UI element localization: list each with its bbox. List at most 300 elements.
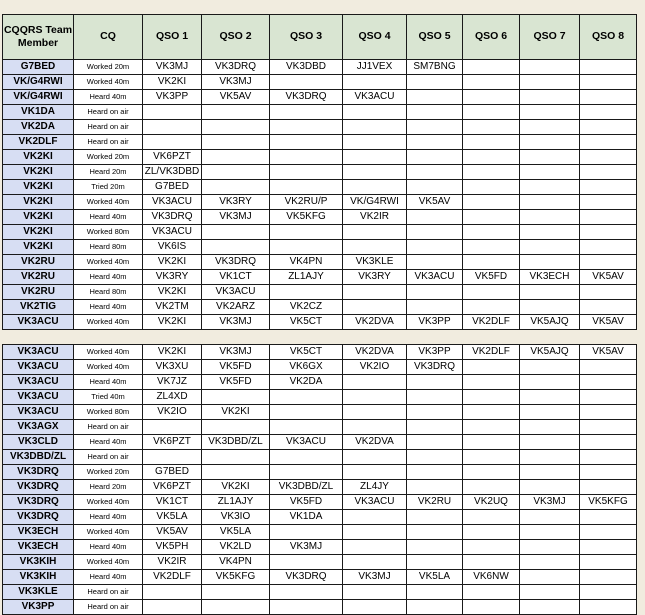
member-cell: VK2KI (3, 165, 74, 180)
qso-cell (580, 150, 637, 165)
qso-cell (520, 465, 580, 480)
qso-cell (407, 525, 463, 540)
qso-cell (407, 210, 463, 225)
qso-cell: VK3PP (407, 345, 463, 360)
qso-cell (143, 450, 202, 465)
qso-cell: VK5LA (202, 525, 270, 540)
qso-cell: VK3IO (202, 510, 270, 525)
qso-cell (580, 120, 637, 135)
qso-cell (520, 450, 580, 465)
cq-cell: Worked 40m (74, 495, 143, 510)
qso-cell: VK5LA (407, 570, 463, 585)
qso-cell (343, 420, 407, 435)
qso-cell (270, 525, 343, 540)
qso-cell (343, 105, 407, 120)
table-row (3, 420, 637, 435)
qso-cell (202, 600, 270, 615)
qso-cell (270, 390, 343, 405)
qso-cell (463, 105, 520, 120)
qso-cell: VK1CT (202, 270, 270, 285)
qso-cell (202, 420, 270, 435)
qso-cell: VK5KFG (202, 570, 270, 585)
qso-cell (343, 540, 407, 555)
header-row (3, 15, 637, 60)
qso-cell: VK5FD (202, 375, 270, 390)
member-cell: VK2RU (3, 270, 74, 285)
qso-cell (520, 195, 580, 210)
qso-cell (202, 135, 270, 150)
qso-cell (580, 525, 637, 540)
member-cell: VK2KI (3, 150, 74, 165)
qso-cell: VK2IO (343, 360, 407, 375)
qso-cell (520, 60, 580, 75)
qso-cell: VK5LA (143, 510, 202, 525)
qso-cell (270, 405, 343, 420)
qso-cell (463, 75, 520, 90)
qso-cell (343, 300, 407, 315)
cq-cell: Heard 20m (74, 480, 143, 495)
cq-cell: Worked 40m (74, 525, 143, 540)
cq-cell: Heard 40m (74, 540, 143, 555)
qso-cell (407, 165, 463, 180)
table-row (3, 210, 637, 225)
qso-cell: VK3RY (202, 195, 270, 210)
qso-cell (407, 510, 463, 525)
member-cell: VK/G4RWI (3, 90, 74, 105)
table-row (3, 120, 637, 135)
qso-cell (270, 135, 343, 150)
qso-cell (580, 60, 637, 75)
qso-cell (343, 375, 407, 390)
qso-cell (407, 585, 463, 600)
qso-cell (463, 195, 520, 210)
member-cell: VK3ECH (3, 540, 74, 555)
qso-cell: VK5FD (270, 495, 343, 510)
qso-cell: VK3PP (407, 315, 463, 330)
qso-cell (520, 435, 580, 450)
qso-cell: VK6GX (270, 360, 343, 375)
qso-cell: VK4PN (202, 555, 270, 570)
qso-cell: VK2TM (143, 300, 202, 315)
cq-cell: Worked 40m (74, 315, 143, 330)
qso-cell: VK3ACU (407, 270, 463, 285)
table-row (3, 570, 637, 585)
qso-cell (463, 360, 520, 375)
qso-cell: VK3KLE (343, 255, 407, 270)
cq-cell: Worked 80m (74, 225, 143, 240)
table-row (3, 525, 637, 540)
qso-cell (407, 435, 463, 450)
qso-cell: VK5PH (143, 540, 202, 555)
qso-cell (202, 240, 270, 255)
qso-cell (580, 465, 637, 480)
qso-cell: VK3RY (343, 270, 407, 285)
qso-cell: VK4PN (270, 255, 343, 270)
qso-cell (270, 585, 343, 600)
qso-cell (407, 600, 463, 615)
qso-cell (270, 420, 343, 435)
qso-cell: VK3DRQ (202, 60, 270, 75)
qso-cell: VK6PZT (143, 435, 202, 450)
member-cell: VK2DLF (3, 135, 74, 150)
qso-cell (407, 420, 463, 435)
qso-cell: VK7JZ (143, 375, 202, 390)
qso-cell (580, 570, 637, 585)
qso-cell (520, 555, 580, 570)
cq-cell: Heard 40m (74, 570, 143, 585)
qso-cell (407, 225, 463, 240)
qso-cell (580, 510, 637, 525)
qso-cell (463, 390, 520, 405)
qso-cell (343, 555, 407, 570)
qso-log-table-upper (2, 14, 637, 330)
qso-cell: VK5KFG (580, 495, 637, 510)
qso-cell: VK3DRQ (407, 360, 463, 375)
qso-cell (463, 465, 520, 480)
member-cell: VK3DRQ (3, 510, 74, 525)
qso-cell: VK5AJQ (520, 315, 580, 330)
qso-cell (580, 180, 637, 195)
qso-cell: VK2DVA (343, 315, 407, 330)
qso-cell (463, 210, 520, 225)
qso-cell (580, 225, 637, 240)
qso-cell: VK2RU (407, 495, 463, 510)
table-row (3, 510, 637, 525)
qso-cell (463, 585, 520, 600)
qso-cell (270, 285, 343, 300)
qso-cell (343, 135, 407, 150)
cq-cell: Heard 40m (74, 510, 143, 525)
table-row (3, 585, 637, 600)
member-cell: VK2KI (3, 225, 74, 240)
qso-cell (343, 165, 407, 180)
qso-cell (463, 555, 520, 570)
table-row (3, 555, 637, 570)
table-row (3, 495, 637, 510)
member-cell: VK2KI (3, 240, 74, 255)
qso-cell: ZL4JY (343, 480, 407, 495)
table-row (3, 180, 637, 195)
qso-cell: VK2KI (143, 75, 202, 90)
cq-cell: Worked 20m (74, 60, 143, 75)
qso-cell (580, 390, 637, 405)
qso-cell: VK2KI (202, 405, 270, 420)
qso-cell (463, 135, 520, 150)
table-row (3, 360, 637, 375)
qso-cell: VK2KI (143, 285, 202, 300)
qso-cell (463, 240, 520, 255)
qso-cell (343, 225, 407, 240)
qso-cell (580, 90, 637, 105)
column-header: CQ (74, 15, 143, 60)
qso-cell (407, 465, 463, 480)
qso-cell (580, 420, 637, 435)
qso-cell: ZL1AJY (270, 270, 343, 285)
qso-cell (143, 135, 202, 150)
table-row (3, 135, 637, 150)
qso-cell (343, 120, 407, 135)
qso-cell: VK3ACU (343, 90, 407, 105)
qso-cell (407, 450, 463, 465)
qso-cell (580, 135, 637, 150)
qso-cell (580, 405, 637, 420)
qso-cell: VK2KI (143, 345, 202, 360)
qso-cell (463, 165, 520, 180)
cq-cell: Heard 40m (74, 270, 143, 285)
qso-cell (463, 540, 520, 555)
qso-cell (520, 285, 580, 300)
member-cell: VK3PP (3, 600, 74, 615)
qso-cell (520, 150, 580, 165)
qso-cell (143, 585, 202, 600)
qso-log-table-upper-wrap (2, 14, 637, 327)
qso-cell: VK2ARZ (202, 300, 270, 315)
qso-cell: VK2DVA (343, 435, 407, 450)
qso-cell: VK2IR (143, 555, 202, 570)
qso-cell (202, 105, 270, 120)
member-cell: VK2RU (3, 255, 74, 270)
qso-cell (580, 285, 637, 300)
table-row (3, 480, 637, 495)
qso-cell: VK2KI (143, 315, 202, 330)
qso-cell (580, 540, 637, 555)
cq-cell: Heard on air (74, 105, 143, 120)
qso-cell: ZL4XD (143, 390, 202, 405)
qso-cell (580, 450, 637, 465)
qso-cell: VK3PP (143, 90, 202, 105)
qso-cell (463, 285, 520, 300)
member-cell: G7BED (3, 60, 74, 75)
qso-cell: VK5AV (580, 270, 637, 285)
cq-cell: Heard on air (74, 120, 143, 135)
qso-cell: SM7BNG (407, 60, 463, 75)
table-row (3, 345, 637, 360)
cq-cell: Heard on air (74, 135, 143, 150)
qso-cell: VK5KFG (270, 210, 343, 225)
qso-cell (463, 435, 520, 450)
member-cell: VK3ACU (3, 345, 74, 360)
qso-cell: VK3XU (143, 360, 202, 375)
qso-cell: VK3DBD/ZL (202, 435, 270, 450)
table-row (3, 450, 637, 465)
qso-cell (270, 600, 343, 615)
qso-cell: VK3DRQ (202, 255, 270, 270)
qso-cell: VK2DA (270, 375, 343, 390)
qso-cell (520, 225, 580, 240)
cq-cell: Heard on air (74, 585, 143, 600)
cq-cell: Heard 40m (74, 375, 143, 390)
table-row (3, 90, 637, 105)
qso-cell: VK5AV (580, 345, 637, 360)
qso-cell (143, 105, 202, 120)
qso-cell: G7BED (143, 465, 202, 480)
qso-cell (270, 150, 343, 165)
qso-cell (343, 600, 407, 615)
member-cell: VK3KIH (3, 570, 74, 585)
qso-cell (463, 225, 520, 240)
qso-cell: VK3DRQ (270, 570, 343, 585)
qso-cell: VK5AV (143, 525, 202, 540)
qso-cell (343, 180, 407, 195)
qso-cell: VK5AV (580, 315, 637, 330)
qso-cell (520, 180, 580, 195)
member-cell: VK3ACU (3, 360, 74, 375)
column-header: QSO 7 (520, 15, 580, 60)
qso-cell (407, 75, 463, 90)
qso-cell: VK2KI (202, 480, 270, 495)
cq-cell: Heard 40m (74, 435, 143, 450)
table-row (3, 285, 637, 300)
qso-cell (270, 240, 343, 255)
qso-cell: VK5AV (202, 90, 270, 105)
cq-cell: Heard 80m (74, 240, 143, 255)
qso-cell (520, 300, 580, 315)
cq-cell: Heard 40m (74, 210, 143, 225)
qso-cell: VK3ACU (343, 495, 407, 510)
qso-cell (520, 165, 580, 180)
table-row (3, 75, 637, 90)
qso-cell (580, 375, 637, 390)
qso-cell (520, 525, 580, 540)
qso-cell: VK3MJ (270, 540, 343, 555)
qso-cell (143, 120, 202, 135)
column-header: CQQRS Team Member (3, 15, 74, 60)
qso-cell (463, 300, 520, 315)
column-header: QSO 1 (143, 15, 202, 60)
table-row (3, 435, 637, 450)
qso-cell: VK2LD (202, 540, 270, 555)
qso-cell (270, 180, 343, 195)
qso-cell: VK5AJQ (520, 345, 580, 360)
table-row (3, 225, 637, 240)
table-row (3, 60, 637, 75)
cq-cell: Tried 40m (74, 390, 143, 405)
qso-cell: VK3ACU (202, 285, 270, 300)
qso-cell: VK3DBD/ZL (270, 480, 343, 495)
qso-cell (270, 450, 343, 465)
cq-cell: Heard 40m (74, 90, 143, 105)
qso-cell: VK6PZT (143, 480, 202, 495)
qso-cell (143, 420, 202, 435)
qso-cell: VK3ACU (270, 435, 343, 450)
qso-cell: VK2DLF (463, 315, 520, 330)
qso-cell (407, 300, 463, 315)
qso-cell (463, 480, 520, 495)
member-cell: VK1DA (3, 105, 74, 120)
member-cell: VK2KI (3, 180, 74, 195)
qso-cell (407, 555, 463, 570)
qso-cell (343, 240, 407, 255)
cq-cell: Worked 40m (74, 75, 143, 90)
table-row (3, 315, 637, 330)
qso-cell (270, 120, 343, 135)
cq-cell: Worked 20m (74, 150, 143, 165)
qso-cell: VK2IR (343, 210, 407, 225)
qso-cell: VK5AV (407, 195, 463, 210)
cq-cell: Heard 20m (74, 165, 143, 180)
qso-cell (463, 450, 520, 465)
qso-cell (520, 390, 580, 405)
qso-cell (520, 570, 580, 585)
qso-cell: VK3MJ (520, 495, 580, 510)
qso-cell (520, 540, 580, 555)
qso-cell: VK2KI (143, 255, 202, 270)
qso-cell: VK2DVA (343, 345, 407, 360)
qso-cell (463, 405, 520, 420)
qso-cell (407, 105, 463, 120)
qso-cell (580, 210, 637, 225)
member-cell: VK3CLD (3, 435, 74, 450)
qso-cell: VK3MJ (202, 210, 270, 225)
table-row (3, 405, 637, 420)
table-row (3, 105, 637, 120)
qso-cell (343, 150, 407, 165)
table-row (3, 165, 637, 180)
qso-cell: VK3MJ (202, 315, 270, 330)
qso-cell (580, 195, 637, 210)
qso-cell (520, 480, 580, 495)
cq-cell: Heard on air (74, 450, 143, 465)
qso-cell: VK3MJ (343, 570, 407, 585)
qso-cell: VK3ACU (143, 225, 202, 240)
column-header: QSO 3 (270, 15, 343, 60)
table-row (3, 195, 637, 210)
qso-cell (580, 165, 637, 180)
qso-cell (343, 75, 407, 90)
cq-cell: Worked 40m (74, 360, 143, 375)
qso-cell (463, 120, 520, 135)
qso-cell (270, 105, 343, 120)
qso-cell: VK2IO (143, 405, 202, 420)
qso-cell (270, 555, 343, 570)
member-cell: VK3DBD/ZL (3, 450, 74, 465)
qso-cell (580, 240, 637, 255)
qso-cell: VK6IS (143, 240, 202, 255)
qso-cell: VK3MJ (202, 345, 270, 360)
qso-cell (407, 90, 463, 105)
qso-cell (407, 390, 463, 405)
qso-log-table-lower-wrap (2, 344, 637, 611)
member-cell: VK3KIH (3, 555, 74, 570)
member-cell: VK3KLE (3, 585, 74, 600)
qso-cell (520, 510, 580, 525)
qso-cell (202, 450, 270, 465)
member-cell: VK3ACU (3, 405, 74, 420)
qso-cell: VK5CT (270, 315, 343, 330)
qso-cell (520, 135, 580, 150)
qso-cell (580, 360, 637, 375)
qso-log-table-lower (2, 344, 637, 615)
table-row (3, 540, 637, 555)
qso-cell: VK5FD (463, 270, 520, 285)
member-cell: VK2DA (3, 120, 74, 135)
qso-cell (270, 165, 343, 180)
qso-cell (343, 525, 407, 540)
qso-cell: VK2DLF (463, 345, 520, 360)
qso-cell (463, 420, 520, 435)
qso-cell (520, 375, 580, 390)
table-row (3, 240, 637, 255)
qso-cell (520, 600, 580, 615)
qso-cell (580, 600, 637, 615)
cq-cell: Worked 20m (74, 465, 143, 480)
qso-cell (343, 510, 407, 525)
qso-cell (202, 180, 270, 195)
qso-cell (520, 405, 580, 420)
member-cell: VK3DRQ (3, 495, 74, 510)
qso-cell (407, 240, 463, 255)
qso-cell (343, 405, 407, 420)
